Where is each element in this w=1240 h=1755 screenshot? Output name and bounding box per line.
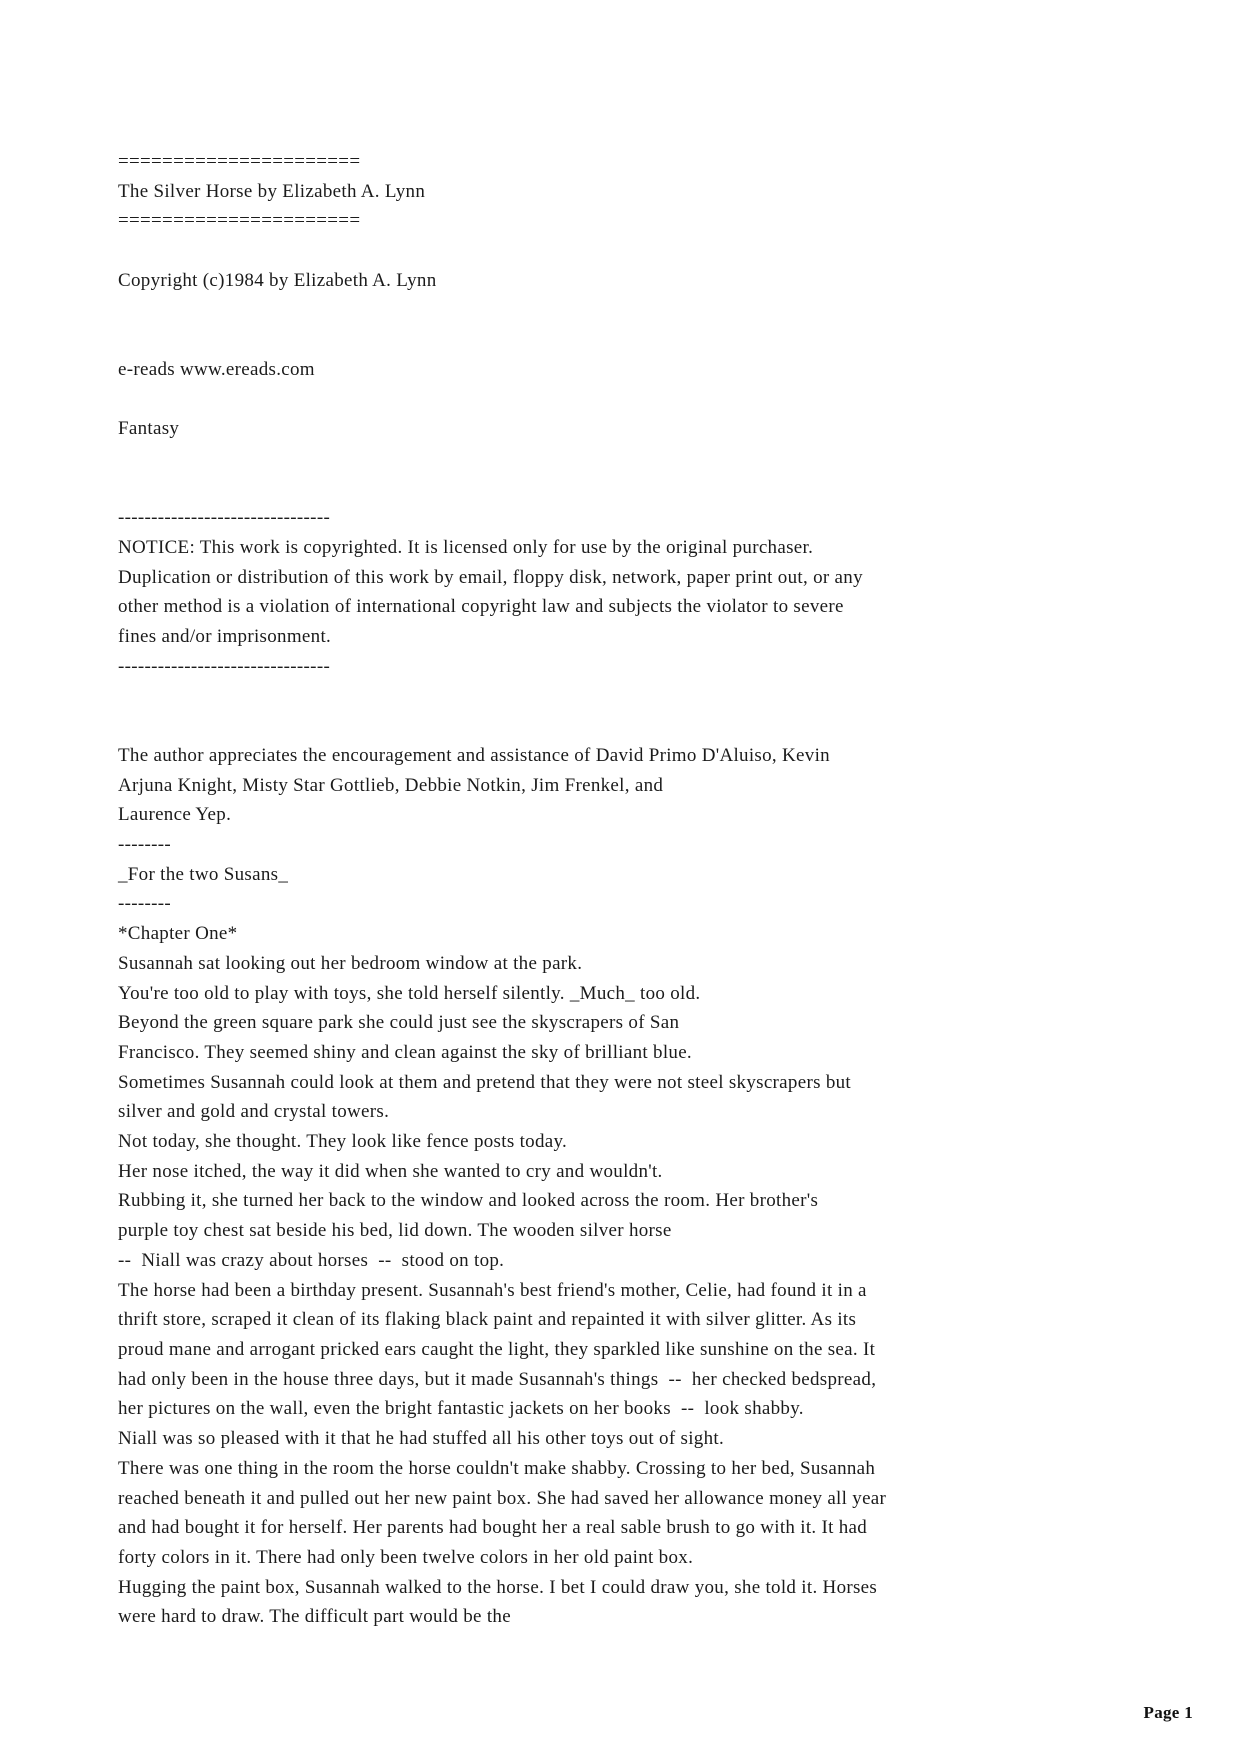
text-line: silver and gold and crystal towers. xyxy=(118,1101,390,1123)
text-line: e-reads www.ereads.com xyxy=(118,358,315,380)
text-line: Beyond the green square park she could just see the skyscrapers of San xyxy=(118,1012,680,1034)
text-line: reached beneath it and pulled out her new paint box. She had saved her allowance money all year xyxy=(118,1487,887,1509)
text-line: Susannah sat looking out her bedroom window at the park. xyxy=(118,952,583,974)
text-line: Fantasy xyxy=(118,418,180,440)
text-line: Niall was so pleased with it that he had stuffed all his other toys out of sight. xyxy=(118,1428,724,1450)
text-line xyxy=(118,385,1200,415)
text-line: forty colors in it. There had only been twelve colors in her old paint box. xyxy=(118,1546,694,1568)
text-line: other method is a violation of international copyright law and subjects the violator to severe xyxy=(118,596,844,618)
text-line: proud mane and arrogant pricked ears caught the light, they sparkled like sunshine on the sea. It xyxy=(118,1339,876,1360)
text-line: -------------------------------- xyxy=(118,507,331,529)
text-line: Rubbing it, she turned her back to the window and looked across the room. Her brother's xyxy=(118,1190,819,1212)
text-line: Laurence Yep. xyxy=(118,804,232,826)
text-line: Sometimes Susannah could look at them and pretend that they were not steel skyscrapers but xyxy=(118,1071,851,1093)
text-line xyxy=(118,296,1200,326)
text-line: had only been in the house three days, but it made Susannah's things -- her checked bedspread, xyxy=(118,1368,877,1390)
text-line: Her nose itched, the way it did when she wanted to cry and wouldn't. xyxy=(118,1160,663,1182)
document-body xyxy=(118,147,1200,1632)
text-line xyxy=(118,236,1200,266)
text-line: her pictures on the wall, even the bright fantastic jackets on her books -- look shabby. xyxy=(118,1398,804,1420)
text-line: *Chapter One* xyxy=(118,923,238,945)
text-line: -------------------------------- xyxy=(118,655,331,677)
text-line: thrift store, scraped it clean of its flaking black paint and repainted it with silver glitter. As its xyxy=(118,1309,857,1331)
text-line: purple toy chest sat beside his bed, lid down. The wooden silver horse xyxy=(118,1220,672,1242)
text-line: Arjuna Knight, Misty Star Gottlieb, Debbie Notkin, Jim Frenkel, and xyxy=(118,774,664,796)
text-line: Not today, she thought. They look like fence posts today. xyxy=(118,1131,568,1153)
text-line: Copyright (c)1984 by Elizabeth A. Lynn xyxy=(118,269,437,291)
text-line: -------- xyxy=(118,834,172,856)
text-line: You're too old to play with toys, she told herself silently. _Much_ too old. xyxy=(118,982,701,1004)
text-line: fines and/or imprisonment. xyxy=(118,626,332,648)
text-line: ====================== xyxy=(118,151,361,172)
text-line: were hard to draw. The difficult part would be the xyxy=(118,1606,511,1628)
page-number: Page 1 xyxy=(1143,1703,1193,1722)
text-line xyxy=(118,711,1200,741)
text-line: NOTICE: This work is copyrighted. It is licensed only for use by the original purchaser. xyxy=(118,537,814,559)
text-line: ====================== xyxy=(118,210,361,232)
text-line: The Silver Horse by Elizabeth A. Lynn xyxy=(118,180,426,202)
text-line: _For the two Susans_ xyxy=(118,863,289,885)
text-line: -- Niall was crazy about horses -- stood on top. xyxy=(118,1249,505,1271)
text-line: Duplication or distribution of this work by email, floppy disk, network, paper print out, or any xyxy=(118,566,863,588)
text-line xyxy=(118,682,1200,712)
text-line: and had bought it for herself. Her parents had bought her a real sable brush to go with it. It had xyxy=(118,1517,868,1539)
text-line xyxy=(118,444,1200,474)
text-line: Hugging the paint box, Susannah walked to the horse. I bet I could draw you, she told it. Horses xyxy=(118,1576,878,1598)
text-line: There was one thing in the room the horse couldn't make shabby. Crossing to her bed, Susannah xyxy=(118,1457,876,1479)
text-line: Francisco. They seemed shiny and clean against the sky of brilliant blue. xyxy=(118,1041,692,1063)
text-line xyxy=(118,325,1200,355)
text-line: -------- xyxy=(118,893,172,915)
text-line xyxy=(118,474,1200,504)
text-line: The author appreciates the encouragement and assistance of David Primo D'Aluiso, Kevin xyxy=(118,744,830,766)
text-line: The horse had been a birthday present. Susannah's best friend's mother, Celie, had found it in a xyxy=(118,1279,867,1301)
